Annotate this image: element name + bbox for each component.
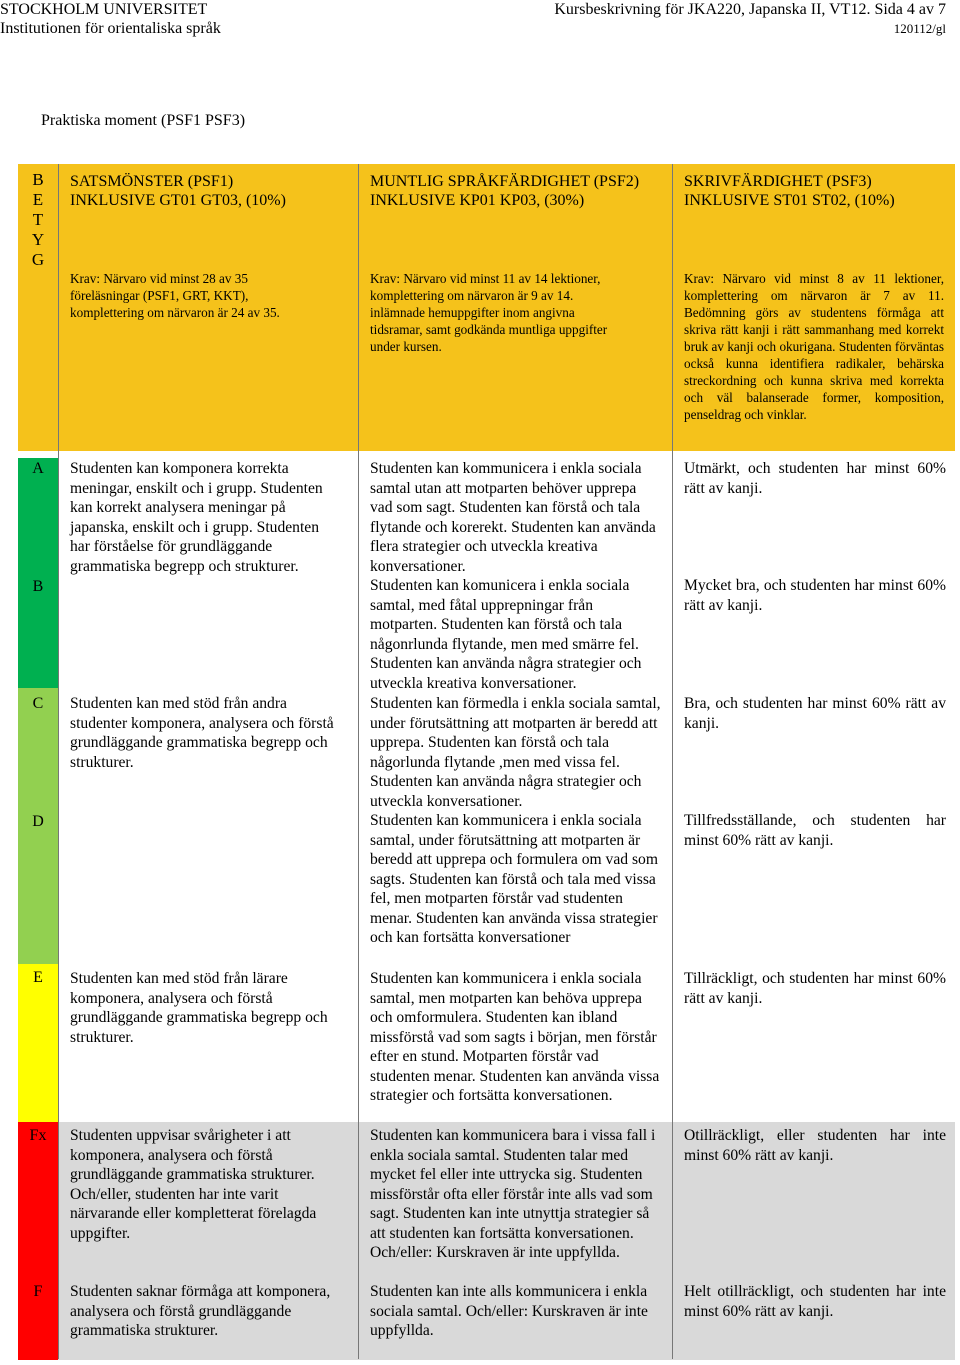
psf3-grade-b-criteria: Mycket bra, och studenten har minst 60% rätt av kanji. — [684, 577, 946, 614]
grade-letter-e: E — [33, 969, 43, 986]
heading-line: SKRIVFÄRDIGHET (PSF3) — [684, 173, 872, 190]
grade-letter-fx: Fx — [29, 1127, 47, 1144]
grade-strip-a-b — [18, 458, 58, 688]
column-heading-psf1 — [70, 172, 286, 210]
requirement-line: Krav: Närvaro vid minst 11 av 14 lektioner, — [370, 271, 601, 286]
requirement-line: inlämnade hemuppgifter inom angivna — [370, 305, 575, 320]
grade-letter-f: F — [33, 1283, 43, 1300]
column-heading-psf2 — [370, 172, 639, 210]
heading-line: MUNTLIG SPRÅKFÄRDIGHET (PSF2) — [370, 173, 640, 190]
page-header-right — [554, 0, 946, 38]
psf1-grade-a-b-criteria: Studenten kan komponera korrekta meningar, enskilt och i grupp. Studenten kan korrekt analysera meningar på japanska, enskilt och i grupp. Studenten har förståelse för grundläggande grammatiska begrepp och strukturer. — [70, 460, 323, 575]
psf3-grade-d-criteria: Tillfredsställande, och studenten har minst 60% rätt av kanji. — [684, 812, 946, 849]
psf2-grade-d-criteria: Studenten kan kommunicera i enkla sociala samtal, under förutsättning att motparten är beredd att upprepa och formulera om vad som sagts. Studenten kan förstå och tala med vissa fel, men motparten förstår vad studenten menar. Studenten kan använda vissa strategier och kan fortsätta konversationer — [370, 812, 658, 946]
requirement-psf1 — [70, 270, 280, 321]
column-divider — [58, 164, 59, 1359]
requirement-line: komplettering om närvaron är 9 av 14. — [370, 288, 574, 303]
university-name: STOCKHOLM UNIVERSITET — [0, 1, 208, 18]
grade-letter-c: C — [32, 695, 44, 712]
requirement-psf2 — [370, 270, 607, 355]
heading-line: INKLUSIVE GT01 GT03, (10%) — [70, 192, 286, 209]
course-title: Kursbeskrivning för JKA220, Japanska II, VT12. Sida 4 av 7 — [554, 1, 946, 18]
requirement-line: Krav: Närvaro vid minst 28 av 35 — [70, 271, 248, 286]
grade-strip-e — [18, 964, 58, 1122]
betyg-letter: G — [31, 250, 45, 269]
psf2-grade-a-criteria: Studenten kan kommunicera i enkla sociala samtal utan att motparten behöver upprepa vad som sagt. Studenten kan förstå och tala flytande och korerekt. Studenten kan använda flera strategier och utveckla kreativa konversationer. — [370, 460, 656, 575]
psf1-grade-f-criteria: Studenten saknar förmåga att komponera, analysera och förstå grundläggande grammatiska strukturer. — [70, 1283, 331, 1339]
heading-line: INKLUSIVE ST01 ST02, (10%) — [684, 192, 895, 209]
psf2-grade-e-criteria: Studenten kan kommunicera i enkla sociala samtal, men motparten kan behöva upprepa och omformulera. Studenten kan ibland missförstå vad som sagts i början, men förstår efter en stund. Motparten förstår vad studenten menar. Studenten kan använda vissa strategier och fortsätta konversationen. — [370, 970, 660, 1104]
requirement-line: föreläsningar (PSF1, GRT, KKT), — [70, 288, 249, 303]
requirement-line: tidsramar, samt godkända muntliga uppgifter — [370, 322, 608, 337]
column-heading-psf3 — [684, 172, 895, 210]
page-header-left — [0, 0, 221, 38]
psf1-grade-e-criteria: Studenten kan med stöd från lärare komponera, analysera och förstå grundläggande grammatiska begrepp och strukturer. — [70, 970, 328, 1046]
grade-letter-a: A — [32, 460, 44, 477]
psf2-grade-c-criteria: Studenten kan förmedla i enkla sociala samtal, under förutsättning att motparten är beredd att upprepa. Studenten kan förstå och tala någorlunda flytande ,men med vissa fel. Studenten kan använda några strategier och utveckla konversationer. — [370, 695, 661, 810]
column-divider — [358, 164, 359, 1359]
psf1-grade-fx-criteria: Studenten uppvisar svårigheter i att komponera, analysera och förstå grundläggande grammatiska strukturer. Och/eller, studenten har inte varit närvarande eller kompletterat förelagda uppgifter. — [70, 1127, 317, 1242]
heading-line: INKLUSIVE KP01 KP03, (30%) — [370, 192, 585, 209]
psf3-grade-e-criteria: Tillräckligt, och studenten har minst 60% rätt av kanji. — [684, 970, 946, 1007]
section-title: Praktiska moment (PSF1 PSF3) — [41, 112, 246, 129]
requirement-line: komplettering om närvaron är 24 av 35. — [70, 305, 280, 320]
psf2-grade-fx-criteria: Studenten kan kommunicera bara i vissa fall i enkla sociala samtal. Studenten talar med mycket fel eller inte uttrycka sig. Studenten missförstår ofta eller förstår inte alls vad som sagt. Studenten kan inte utnyttja strategier så att studenten kan fortsätta konversationen. Och/eller: Kurskraven är inte uppfyllda. — [370, 1127, 656, 1261]
betyg-letter: Y — [31, 230, 45, 249]
grade-letter-b: B — [32, 578, 44, 595]
psf2-grade-f-criteria: Studenten kan inte alls kommunicera i enkla sociala samtal. Och/eller: Kurskraven är inte uppfyllda. — [370, 1283, 648, 1339]
betyg-label — [18, 170, 58, 270]
institution-name: Institutionen för orientaliska språk — [0, 20, 221, 37]
requirement-psf3: Krav: Närvaro vid minst 8 av 11 lektioner, komplettering om närvaron är 7 av 11. Bedömning görs av studentens förmåga att skriva rätt kanji i rätt sammanhang med korrekt bruk av kanji och okurigana. Studenten förväntas också kunna identifiera radikaler, behärska streckordning och kunna skriva med korrekta och väl balanserade former, komposition, penseldrag och vinklar. — [684, 271, 944, 422]
betyg-letter: B — [32, 170, 44, 189]
psf2-grade-b-criteria: Studenten kan komunicera i enkla sociala samtal, med fåtal upprepningar från motparten. Studenten kan förstå och tala någonrlunda flytande, men med smärre fel. Studenten kan använda några strategier och utveckla kreativa konversationer. — [370, 577, 642, 692]
betyg-letter: T — [32, 210, 44, 229]
psf3-grade-a-criteria: Utmärkt, och studenten har minst 60% rätt av kanji. — [684, 460, 946, 497]
psf3-grade-c-criteria: Bra, och studenten har minst 60% rätt av kanji. — [684, 695, 946, 732]
column-divider — [672, 164, 673, 1359]
document-ref: 120112/gl — [893, 21, 946, 36]
heading-line: SATSMÖNSTER (PSF1) — [70, 173, 234, 190]
grade-strip-fx-f — [18, 1122, 58, 1360]
psf1-grade-c-d-criteria: Studenten kan med stöd från andra studenter komponera, analysera och förstå grundläggande grammatiska begrepp och strukturer. — [70, 695, 334, 771]
betyg-letter: E — [32, 190, 44, 209]
psf3-grade-f-criteria: Helt otillräckligt, och studenten har inte minst 60% rätt av kanji. — [684, 1283, 946, 1320]
requirement-line: under kursen. — [370, 339, 442, 354]
psf3-grade-fx-criteria: Otillräckligt, eller studenten har inte minst 60% rätt av kanji. — [684, 1127, 946, 1164]
grade-letter-d: D — [32, 813, 44, 830]
